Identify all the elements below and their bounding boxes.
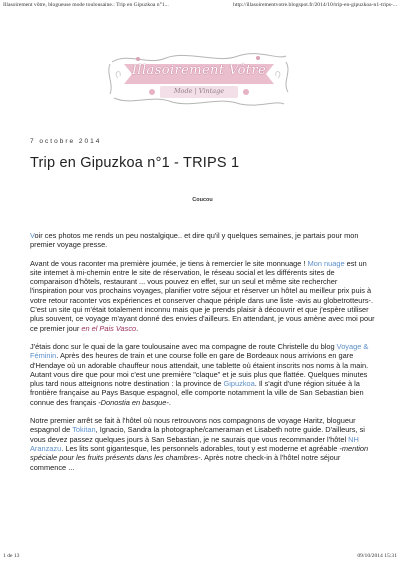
link-mon-nuage[interactable]: Mon nuage — [307, 258, 345, 268]
post-paragraph-1 — [30, 231, 375, 250]
print-header — [3, 2, 397, 12]
paragraph-text: oir ces photos me rends un peu nostalgique.. et dire qu'il y quelques semaines, je partais pour mon premier voyage presse. — [30, 231, 359, 250]
paragraph-text: J'étais donc sur le quai de la gare toulousaine avec ma compagne de route Christelle du blog — [30, 341, 337, 351]
paragraph-text: . Les lits sont gigantesque, les personnels adorables, tout y est moderne et agréable — [61, 443, 340, 453]
dropcap-letter: V — [30, 231, 35, 240]
post-paragraph-3 — [30, 342, 375, 407]
print-footer — [3, 553, 397, 563]
post-paragraph-4 — [30, 416, 375, 472]
print-header-page-title: Illasoirement vôtre, blogueuse mode toulousaine.: Trip en Gipuzkoa n°1... — [3, 2, 169, 8]
paragraph-text: , Ignacio, Sandra la photographe/cameraman et Lisabeth notre guide. D'ailleurs, si vous devez passez quelques jours à San Sebastian, je ne saurais que vous recommander l'hôtel — [30, 425, 365, 444]
link-tokitan[interactable]: Tokitan — [72, 425, 96, 435]
blog-logo-title: Illasoirement Vôtre — [131, 63, 267, 78]
print-footer-datetime: 09/10/2014 15:31 — [357, 553, 397, 559]
paragraph-text: . — [168, 397, 171, 407]
post-body — [30, 231, 375, 472]
post-paragraph-2 — [30, 259, 375, 333]
italic-donostia: -Donostia en basque- — [98, 397, 169, 407]
link-gipuzkoa[interactable]: Gipuzkoa — [223, 379, 255, 389]
paragraph-text: . Après des heures de train et une course folle en gare de Bordeaux nous arrivions en gare d'Hendaye où un adorable chauffeur nous attendait, une tablette où étaient inscrits nos noms à la main. Autant vous dire que pour moi c'est une première "claque" et je suis plus que flattée. Quelques minutes plus tard nous atteignons notre destination : la province de — [30, 351, 369, 389]
blog-post — [30, 138, 375, 481]
link-nh-aranzazu[interactable]: NH Aranzazu — [30, 434, 359, 453]
paragraph-text: . Il s'agit d'une région située à la frontière française au Pays Basque espagnol, elle comporte notamment la ville de San Sebastian bien connue des français — [30, 379, 364, 407]
blog-logo-graphic — [108, 50, 290, 108]
blog-logo[interactable] — [108, 50, 290, 108]
post-title[interactable]: Trip en Gipuzkoa n°1 - TRIPS 1 — [30, 155, 240, 171]
italic-mention: -mention spéciale pour les fruits présents dans les chambres- — [30, 443, 369, 463]
paragraph-text: . Après notre check-in à l'hôtel notre séjour commence ... — [30, 453, 341, 472]
paragraph-text: est un site internet à mi-chemin entre le site de réservation, le réseau social et les différents sites de comparaison d'hôtels, restaurant ... vous pouvez en effet, sur un seul et même site rechercher l'inspiration pour vos prochains voyages, planifier votre séjour et réserver un hôtel au meilleur prix puis à votre retour raconter vos expériences et conserver chaque périple dans une liste -avis au globetrotteurs-. C'est un site qui m'était totalement inconnu mais que je prends plaisir à découvrir et que j'espère utiliser plus souvent, ce voyage m'ayant donné des envies d'ailleurs. En attendant, je vous amène avec moi pour ce premier jour — [30, 258, 375, 333]
post-date: 7 octobre 2014 — [30, 138, 102, 145]
paragraph-text: Avant de vous raconter ma première journée, je tiens à remercier le site monnuage ! — [30, 258, 308, 268]
paragraph-text: Notre premier arrêt se fait à l'hôtel où nous retrouvons nos compagnons de voyage Haritz, blogueur espagnol de — [30, 416, 356, 435]
print-header-url: http://illasoirementvotre.blogspot.fr/2014/10/trip-en-gipuzkoa-n1-trips-... — [233, 2, 397, 8]
link-voyage-feminin[interactable]: Voyage & Féminin — [30, 341, 369, 361]
print-footer-page-count: 1 de 13 — [3, 553, 20, 559]
emphasis-pais-vasco: en el Pais Vasco — [81, 323, 137, 333]
paragraph-text: . — [136, 323, 139, 333]
post-image-caption: Coucou — [192, 197, 213, 203]
blog-logo-subtitle: Mode | Vintage — [173, 87, 225, 95]
